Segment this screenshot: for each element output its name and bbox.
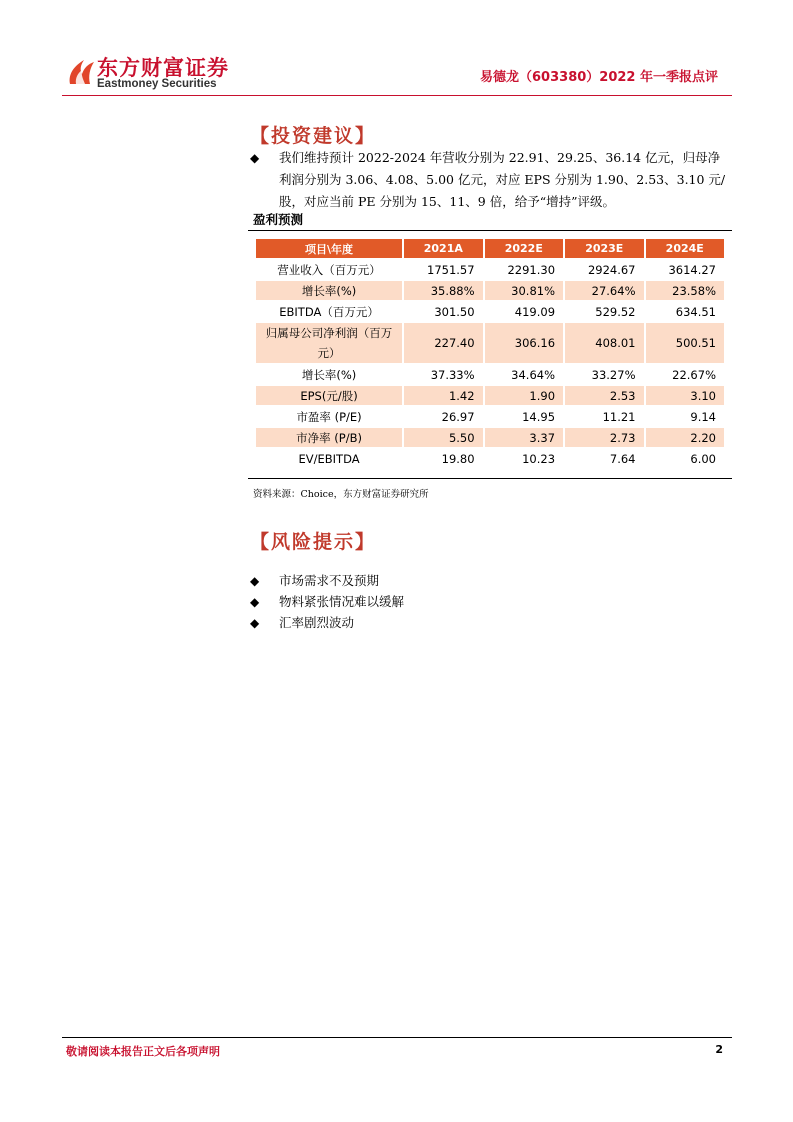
- table-row: [256, 323, 724, 363]
- risk-bullet-text: 物料紧张情况难以缓解: [279, 594, 405, 609]
- table-source-note: 资料来源：Choice，东方财富证券研究所: [253, 489, 429, 500]
- investment-bullet: [250, 147, 730, 213]
- table-cell: 634.51: [675, 304, 716, 319]
- header-divider: [62, 95, 732, 96]
- table-header-row: [256, 239, 724, 258]
- table-cell: 7.64: [609, 451, 636, 466]
- risk-bullet: [250, 591, 730, 613]
- row-label: 市盈率 (P/E): [296, 409, 362, 424]
- table-cell: 35.88%: [404, 281, 482, 300]
- row-label: EPS(元/股): [256, 386, 402, 405]
- table-bottom-rule: [248, 478, 732, 479]
- diamond-bullet-icon: ◆: [250, 616, 260, 630]
- table-cell: 1.90: [485, 386, 563, 405]
- risk-bullet-text: 汇率剧烈波动: [279, 615, 355, 630]
- diamond-bullet-icon: ◆: [250, 574, 260, 588]
- column-header: 2024E: [646, 239, 725, 258]
- table-cell: 2291.30: [507, 262, 556, 277]
- table-cell: 30.81%: [485, 281, 563, 300]
- row-label: EV/EBITDA: [298, 451, 360, 466]
- column-header: 2022E: [485, 239, 563, 258]
- table-cell: 1751.57: [427, 262, 475, 277]
- table-cell: 1.42: [404, 386, 482, 405]
- table-cell: 2.73: [565, 428, 643, 447]
- table-row: [256, 281, 724, 300]
- risk-bullet: [250, 612, 730, 634]
- footer-divider: [62, 1037, 732, 1038]
- table-cell: 2924.67: [587, 262, 636, 277]
- column-header: 项目\年度: [256, 239, 402, 258]
- table-cell: 37.33%: [430, 367, 475, 382]
- table-cell: 5.50: [404, 428, 482, 447]
- table-row: [256, 386, 724, 405]
- table-row: [256, 428, 724, 447]
- table-row: [256, 449, 724, 468]
- table-cell: 2.53: [565, 386, 643, 405]
- brand-name-en: Eastmoney Securities: [97, 78, 217, 90]
- table-cell: 14.95: [522, 409, 556, 424]
- table-cell: 22.67%: [672, 367, 716, 382]
- table-cell: 11.21: [602, 409, 636, 424]
- table-top-rule: [248, 230, 732, 231]
- report-title: 易德龙（603380）2022 年一季报点评: [480, 70, 718, 85]
- table-cell: 301.50: [434, 304, 475, 319]
- table-cell: 227.40: [404, 323, 482, 363]
- table-cell: 500.51: [646, 323, 725, 363]
- row-label: EBITDA（百万元）: [279, 304, 379, 319]
- table-cell: 26.97: [441, 409, 475, 424]
- page-number: 2: [715, 1043, 723, 1056]
- table-cell: 419.09: [514, 304, 556, 319]
- row-label: 营业收入（百万元）: [277, 262, 381, 277]
- table-cell: 9.14: [690, 409, 716, 424]
- table-cell: 306.16: [485, 323, 563, 363]
- table-cell: 23.58%: [646, 281, 725, 300]
- table-row: [256, 302, 724, 321]
- table-cell: 19.80: [441, 451, 475, 466]
- column-header: 2021A: [404, 239, 482, 258]
- row-label: 市净率 (P/B): [256, 428, 402, 447]
- risk-bullet-text: 市场需求不及预期: [279, 573, 380, 588]
- forecast-table: [254, 237, 726, 470]
- table-row: [256, 365, 724, 384]
- footer-disclaimer: 敬请阅读本报告正文后各项声明: [66, 1045, 220, 1058]
- table-cell: 529.52: [595, 304, 636, 319]
- investment-bullet-text: 我们维持预计 2022-2024 年营收分别为 22.91、29.25、36.14 亿元，归母净利润分别为 3.06、4.08、5.00 亿元，对应 EPS 分别为 1.90、2.53、3.10 元/股，对应当前 PE 分别为 15、11、9 倍，给予“增持”评级。: [279, 150, 726, 209]
- diamond-bullet-icon: ◆: [250, 595, 260, 609]
- forecast-title: 盈利预测: [253, 212, 304, 227]
- row-label: 增长率(%): [301, 367, 357, 382]
- column-header: 2023E: [565, 239, 643, 258]
- diamond-bullet-icon: ◆: [250, 151, 260, 165]
- table-cell: 408.01: [565, 323, 643, 363]
- table-row: [256, 407, 724, 426]
- risk-bullet: [250, 570, 730, 592]
- row-label: 归属母公司净利润（百万元）: [256, 323, 402, 363]
- table-cell: 33.27%: [591, 367, 636, 382]
- table-cell: 27.64%: [565, 281, 643, 300]
- table-cell: 10.23: [522, 451, 556, 466]
- table-cell: 6.00: [690, 451, 716, 466]
- table-cell: 34.64%: [511, 367, 556, 382]
- table-cell: 3.10: [646, 386, 725, 405]
- brand-name-cn: 东方财富证券: [97, 56, 229, 80]
- table-cell: 3.37: [485, 428, 563, 447]
- table-row: [256, 260, 724, 279]
- investment-heading: 【投资建议】: [250, 125, 377, 147]
- logo-flame-icon: [66, 54, 96, 86]
- table-cell: 2.20: [646, 428, 725, 447]
- row-label: 增长率(%): [256, 281, 402, 300]
- table-cell: 3614.27: [668, 262, 716, 277]
- risk-heading: 【风险提示】: [250, 531, 377, 553]
